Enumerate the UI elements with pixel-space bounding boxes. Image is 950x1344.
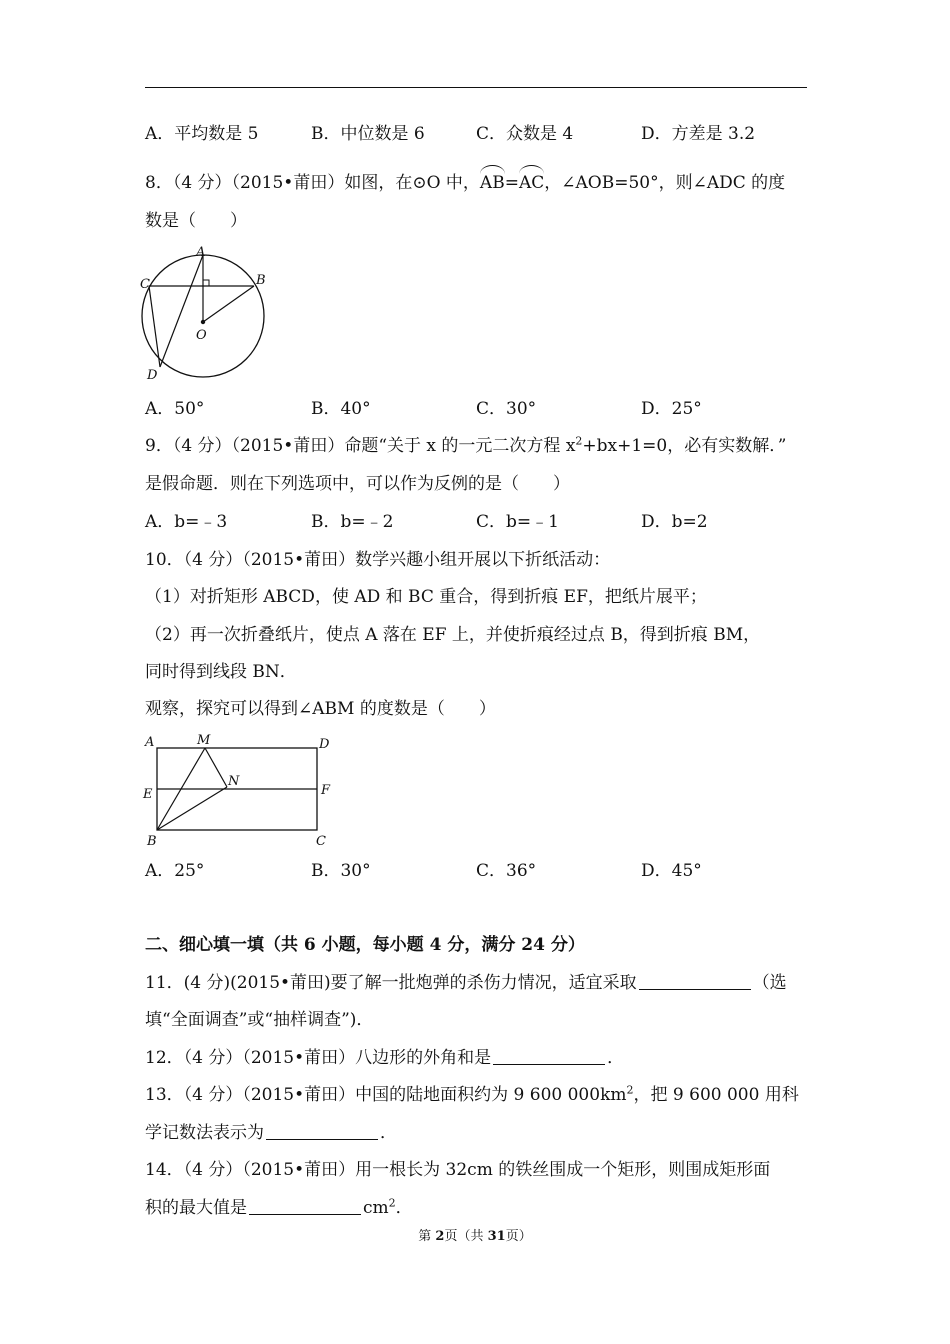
- q14-exponent: 2: [388, 1196, 396, 1210]
- q9-exponent: 2: [575, 434, 583, 448]
- footer-text-a: 第: [418, 1229, 436, 1244]
- q12-line1-b: ．: [607, 1048, 625, 1068]
- q14-line2-c: ．: [395, 1198, 413, 1218]
- q7-option-b: B．中位数是 6: [311, 124, 425, 144]
- q8-suffix: ，∠AOB=50°，则∠ADC 的度: [544, 173, 786, 193]
- q14-stem-line1: 14．（4 分）（2015•莆田）用一根长为 32cm 的铁丝围成一个矩形，则围成矩形面: [145, 1160, 771, 1180]
- label-a: A: [145, 735, 155, 750]
- page-footer: [0, 1228, 950, 1246]
- q9-line1-a: 9．（4 分）（2015•莆田）命题“关于 x 的一元二次方程 x: [145, 436, 576, 456]
- q14-line2-a: 积的最大值是: [145, 1198, 247, 1218]
- q13-stem-line1: [145, 1083, 799, 1107]
- right-angle-mark: [203, 280, 209, 286]
- arc-ac: AC: [519, 167, 544, 195]
- q13-answer-blank[interactable]: [266, 1123, 378, 1140]
- q8-option-a: A．50°: [145, 399, 205, 419]
- q14-line2-b: cm: [363, 1198, 389, 1218]
- q8-prefix: 8．（4 分）（2015•莆田）如图，在⊙O 中，: [145, 173, 480, 193]
- footer-text-c: 页）: [505, 1229, 532, 1244]
- q11-answer-blank[interactable]: [639, 973, 751, 990]
- q13-exponent: 2: [626, 1083, 634, 1097]
- q9-line1-b: +bx+1=0，必有实数解．”: [582, 436, 787, 456]
- label-m: M: [197, 733, 211, 748]
- label-n: N: [228, 774, 240, 789]
- q10-stem-line2: （1）对折矩形 ABCD，使 AD 和 BC 重合，得到折痕 EF，把纸片展平；: [145, 587, 707, 607]
- label-a: A: [196, 245, 206, 260]
- arc-ab: AB: [480, 167, 505, 195]
- q11-line1-b: （选: [752, 973, 787, 993]
- label-b: B: [256, 273, 266, 288]
- footer-total-pages: 31: [487, 1229, 506, 1244]
- segment-ob: [203, 286, 254, 322]
- q13-stem-line2: [145, 1121, 397, 1145]
- q12-stem-line1: [145, 1046, 624, 1070]
- footer-page-number: 2: [435, 1229, 445, 1244]
- label-e: E: [143, 787, 153, 802]
- q8-circle-figure: [138, 243, 273, 385]
- q12-line1-a: 12．（4 分）（2015•莆田）八边形的外角和是: [145, 1048, 492, 1068]
- q9-option-b: B．b=﹣2: [311, 512, 394, 532]
- q10-stem-line4: 同时得到线段 BN．: [145, 662, 297, 682]
- q8-option-c: C．30°: [476, 399, 537, 419]
- q7-option-c: C．众数是 4: [476, 124, 574, 144]
- q8-stem-line2: 数是（ ）: [145, 211, 247, 231]
- q10-option-c: C．36°: [476, 861, 537, 881]
- segment-bn: [157, 787, 227, 830]
- header-rule: [145, 87, 807, 88]
- q14-answer-blank[interactable]: [249, 1198, 361, 1215]
- footer-text-b: 页（共: [444, 1229, 488, 1244]
- q14-stem-line2: [145, 1196, 413, 1220]
- q9-stem-line2: 是假命题．则在下列选项中，可以作为反例的是（ ）: [145, 474, 570, 494]
- segment-mn: [205, 748, 227, 787]
- q10-option-b: B．30°: [311, 861, 371, 881]
- q10-rectangle-figure: [140, 730, 340, 852]
- q10-stem-line3: （2）再一次折叠纸片，使点 A 落在 EF 上，并使折痕经过点 B，得到折痕 BM，: [145, 625, 761, 645]
- label-o: O: [196, 328, 207, 343]
- center-point-o: [201, 320, 205, 324]
- q9-option-c: C．b=﹣1: [476, 512, 559, 532]
- q13-line2-b: ．: [380, 1123, 397, 1143]
- q13-line2-a: 学记数法表示为: [145, 1123, 264, 1143]
- q12-answer-blank[interactable]: [493, 1048, 605, 1065]
- chord-da: [160, 255, 203, 367]
- q7-option-a: A．平均数是 5: [145, 124, 259, 144]
- label-c: C: [316, 834, 326, 849]
- section2-title: 二、细心填一填（共 6 小题，每小题 4 分，满分 24 分）: [145, 935, 585, 955]
- q13-line1-a: 13．（4 分）（2015•莆田）中国的陆地面积约为 9 600 000km: [145, 1085, 627, 1105]
- q11-line1-a: 11．(4 分)(2015•莆田)要了解一批炮弹的杀伤力情况，适宜采取: [145, 973, 637, 993]
- label-d: D: [319, 737, 330, 752]
- q13-line1-b: ，把 9 600 000 用科: [633, 1085, 799, 1105]
- label-b: B: [147, 834, 157, 849]
- q8-option-d: D．25°: [641, 399, 702, 419]
- q8-option-b: B．40°: [311, 399, 371, 419]
- q10-option-d: D．45°: [641, 861, 702, 881]
- q11-stem-line2: 填“全面调查”或“抽样调查”)．: [145, 1010, 374, 1030]
- label-f: F: [321, 783, 331, 798]
- q7-option-d: D．方差是 3.2: [641, 124, 756, 144]
- q8-stem-line1: [145, 167, 785, 195]
- q11-stem-line1: [145, 971, 787, 995]
- label-c: C: [140, 277, 150, 292]
- q10-stem-line5: 观察，探究可以得到∠ABM 的度数是（ ）: [145, 699, 496, 719]
- q10-option-a: A．25°: [145, 861, 205, 881]
- chord-dc: [149, 286, 160, 367]
- label-d: D: [147, 368, 158, 383]
- q9-option-a: A．b=﹣3: [145, 512, 228, 532]
- q9-stem-line1: [145, 434, 786, 458]
- q10-stem-line1: 10．（4 分）（2015•莆田）数学兴趣小组开展以下折纸活动：: [145, 550, 611, 570]
- q9-option-d: D．b=2: [641, 512, 708, 532]
- q8-equals: =: [504, 173, 519, 193]
